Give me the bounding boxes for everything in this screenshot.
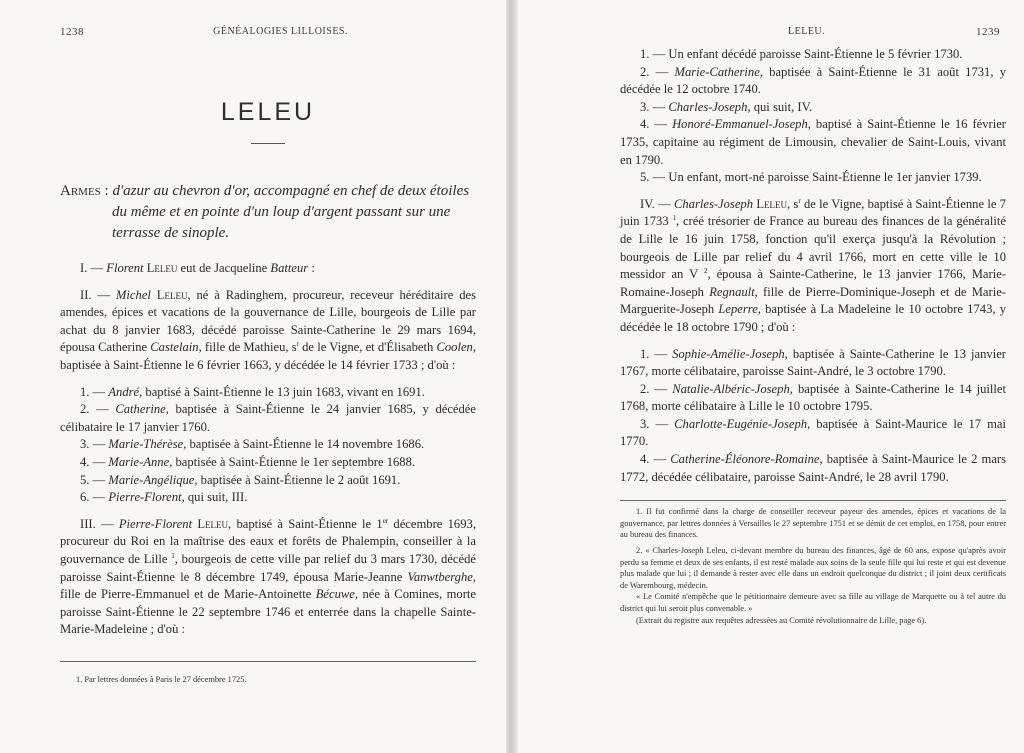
child-name: André [108,384,140,399]
entry-text: , fille de Pierre-Dominique-Joseph et de Marie-Marguerite-Joseph [620,284,1007,317]
child-number: 1. — [640,47,666,61]
entry-text: , fille de Mathieu, s [198,340,297,355]
child-entry [620,381,1006,416]
surname: Leleu [756,196,787,211]
entry-text: , épousa à Sainte-Catherine, le 13 janvier 1766, Marie-Romaine-Joseph [620,267,1006,299]
family-title: LELEU [220,98,316,126]
footnote-rule [620,500,1006,501]
child-number: 1. — [640,346,668,361]
child-entry [620,169,1006,187]
entry-text: , baptisé à Saint-Étienne le 1 [228,516,383,531]
child-number: 1. — [80,384,106,399]
children-of-iii [620,46,1006,187]
child-text: , baptisée à Sainte-Catherine le 14 juillet 1768, morte célibataire à Lille le 10 octobre 1795. [620,381,1006,414]
child-entry [620,116,1006,169]
child-number: 3. — [640,416,669,431]
left-page [0,0,506,753]
footnote-source: (Extrait du registre aux requêtes adressées au Comité révolutionnaire de Lille, page 6). [636,615,927,625]
footnote-ref: 2 [703,266,708,275]
children-of-ii [60,384,476,507]
entry-text: , baptisée à La Madeleine le 10 octobre 1743, y décédée le 18 octobre 1790 ; d'où : [620,302,1006,334]
arms-text: d'azur au chevron d'or, accompagné en chef de deux étoiles du même et en pointe d'un loup d'argent passant sur une terrasse de sinople. [112,183,470,241]
child-text: , baptisée à Saint-Étienne le 24 janvier 1685, y décédée célibataire le 17 janvier 1760. [60,402,476,434]
entry-text: décembre 1693, procureur du Roi en la maîtrise des eaux et forêts de Phalempin, conseiller à la gouvernance de Lille [60,516,476,566]
child-text: , qui suit, IV. [747,99,813,114]
arms-label: Armes : [60,183,109,199]
child-name: Pierre-Florent [108,490,182,505]
footnote: 1. Par lettres données à Paris le 27 décembre 1725. [76,674,247,684]
footnote-rule [60,661,476,662]
entry-numeral: II. — [80,287,111,302]
first-name: Florent [106,261,144,275]
mother-surname: Bécuwe [315,587,355,602]
footnotes [620,506,1006,626]
child-name: Charlotte-Eugénie-Joseph [674,416,808,431]
entry-numeral: III. — [80,516,114,531]
child-name: Sophie-Amélie-Joseph [672,346,785,361]
child-name: Marie-Catherine [674,64,760,79]
child-number: 4. — [640,117,668,132]
entry-text: , fille de Pierre-Emmanuel et de Marie-Antoinette [60,569,476,602]
superscript: r [296,340,299,349]
entry-text: , baptisée à Saint-Étienne le 6 février 1663, y décédée le 14 février 1733 ; d'où : [60,340,476,372]
child-name: Marie-Anne [108,454,170,469]
first-name: Pierre-Florent [118,516,193,531]
child-entry [60,436,476,454]
entry-text: , s [787,196,799,211]
entry-iii [60,516,476,639]
first-name: Charles-Joseph [673,196,754,211]
child-number: 3. — [640,99,666,114]
entry-ii [60,287,476,375]
child-text: , baptisé à Saint-Étienne le 13 juin 1683, vivant en 1691. [139,384,425,399]
surname: Leleu [197,516,229,531]
entry-numeral: IV. — [640,196,671,211]
superscript: er [382,516,389,525]
surname: Leleu [146,261,178,275]
child-name: Charles-Joseph [668,99,748,114]
entry-text: , bourgeois de cette ville par relief du 3 mars 1730, décédé paroisse Saint-Étienne le 8 décembre 1749, épousa Marie-Jeanne [60,551,476,584]
title-rule [251,143,285,144]
left-running-head [60,26,476,40]
first-name: Michel [115,287,151,302]
child-text: , baptisée à Sainte-Catherine le 13 janvier 1767, morte célibataire, paroisse Saint-André, le 3 octobre 1790. [620,346,1006,379]
mother-surname: Leperre [718,302,758,317]
child-text: Un enfant, mort-né paroisse Saint-Étienne le 1er janvier 1739. [668,170,982,185]
child-name: Marie-Angélique [108,472,195,487]
footnote-quote: « Le Comité n'empêche que le pétitionnaire demeure avec sa fille au village de Marquette ou à tel autre du district qui lui seroit plus convenable. » [620,592,1006,613]
child-entry [60,472,476,490]
entry-text: de le Vigne, et d'Élisabeth [298,340,437,355]
child-entry [620,99,1006,117]
child-text: , baptisée à Saint-Étienne le 2 août 1691. [194,472,401,487]
right-running-title: LELEU. [788,26,826,37]
right-page [518,0,1024,753]
footnote: 1. Il fut confirmé dans la charge de conseiller receveur payeur des amendes, épices et vacations de la gouvernance, par lettres données à Versailles le 27 septembre 1751 et se démit de cet emploi, en 1758, pour entrer au bureau des finances. [620,507,1006,540]
child-entry [60,384,476,402]
right-page-number: 1239 [976,26,1000,38]
entry-text: de le Vigne, baptisé à Saint-Étienne le 7 juin 1733 [620,196,1006,229]
left-page-number: 1238 [60,26,84,38]
entry-i [60,260,476,278]
entry-text: eut de Jacqueline [177,261,271,275]
spouse-surname: Batteur [270,261,309,275]
footnote: 2. « Charles-Joseph Leleu, ci-devant membre du bureau des finances, âgé de 60 ans, expose qu'après avoir perdu sa femme et deux de ses enfants, il est resté malade aux soins de la seule fille qui lui reste et qui est devenue plus malade que lui ; il demande à rester avec elle dans un endroit quelconque du district ; il joint deux certificats de Warembourg, médecin. [620,546,1006,590]
child-entry [620,346,1006,381]
child-entry [620,64,1006,99]
mother-surname: Coolen [436,340,473,355]
child-entry [60,401,476,436]
arms-blazon [60,181,476,244]
child-text: , baptisée à Saint-Étienne le 1er septembre 1688. [169,454,416,469]
superscript: r [798,196,801,205]
entry-iv [620,196,1006,337]
child-number: 4. — [80,454,106,469]
child-text: , baptisé à Saint-Étienne le 16 février 1735, capitaine au régiment de Limousin, chevalier de Saint-Louis, vivant en 1790. [620,117,1006,167]
child-entry [620,451,1006,486]
child-entry [620,416,1006,451]
child-number: 2. — [640,64,669,79]
entry-text: : [308,261,315,275]
entry-text: , créé trésorier de France au bureau des finances de la généralité de Lille le 16 juin 1758, fonction qu'il exerça jusqu'à la Révolution ; bourgeois de Lille par relief du 4 avril 1766, mort en cette ville le 10 messidor an V [620,214,1006,282]
spouse-surname: Vanwtberghe [407,569,473,584]
child-name: Catherine-Éléonore-Romaine [670,452,820,467]
entry-text: , né à Radinghem, procureur, receveur héréditaire des amendes, épices et vacations de la gouvernance de Lille, bourgeois de Lille par achat du 8 janvier 1683, décédé paroisse Sainte-Catherine le 29 mars 1694, épousa Catherine [60,287,477,355]
child-number: 2. — [640,381,668,396]
child-entry [60,489,476,507]
left-running-title: GÉNÉALOGIES LILLOISES. [213,26,348,37]
child-number: 3. — [80,437,106,452]
right-running-head [620,26,1006,40]
children-of-iv [620,346,1006,487]
child-text: , baptisée à Saint-Maurice le 17 mai 1770. [620,416,1006,449]
child-text: , baptisée à Saint-Étienne le 31 août 1731, y décédée le 12 octobre 1740. [620,64,1007,97]
child-name: Catherine [115,402,166,417]
entry-text: , née à Comines, morte paroisse Saint-Étienne le 22 septembre 1746 et enterrée dans la chapelle Sainte-Marie-Madeleine ; d'où : [60,587,476,637]
surname: Leleu [156,287,188,302]
child-entry [620,46,1006,64]
child-name: Honoré-Emmanuel-Joseph [672,117,808,132]
child-name: Natalie-Albéric-Joseph [672,381,790,396]
child-text: , baptisée à Saint-Maurice le 2 mars 1772, décédée célibataire, paroisse Saint-André, le 28 avril 1790. [620,452,1007,484]
entry-numeral: I. — [80,261,104,275]
child-number: 5. — [640,170,666,185]
child-text: Un enfant décédé paroisse Saint-Étienne le 5 février 1730. [668,47,963,61]
child-text: , qui suit, III. [181,490,248,505]
child-number: 6. — [80,490,106,505]
child-number: 4. — [640,452,667,467]
footnote-ref: 1 [672,214,676,223]
footnote-ref: 1 [171,551,175,560]
child-text: , baptisée à Saint-Étienne le 14 novembre 1686. [183,437,425,452]
spouse-surname: Castelain [150,340,199,355]
child-name: Marie-Thérèse [108,437,184,452]
book-gutter [506,0,518,753]
child-number: 5. — [80,472,106,487]
spouse-surname: Regnault [709,284,755,299]
child-entry [60,454,476,472]
child-number: 2. — [80,402,109,417]
